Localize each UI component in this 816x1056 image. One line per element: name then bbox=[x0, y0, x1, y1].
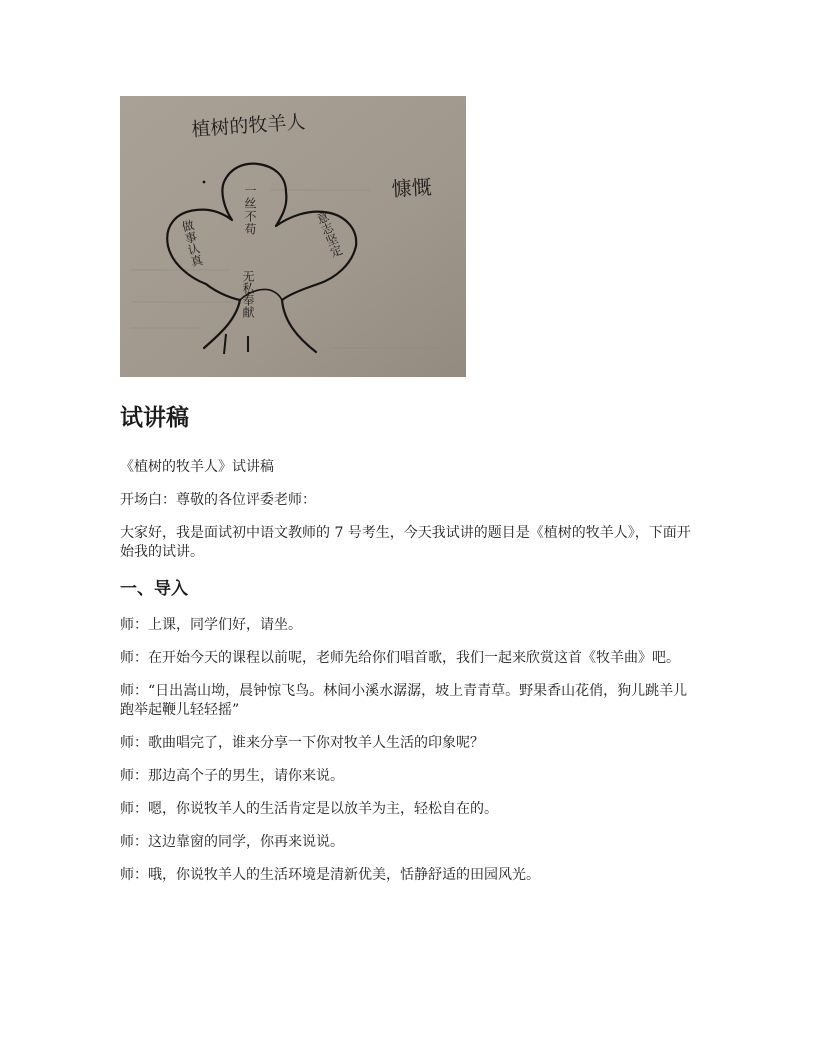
script-line: 师：“日出嵩山坳，晨钟惊飞鸟。林间小溪水潺潺，坡上青青草。野果香山花俏，狗儿跳羊儿跑举起鞭儿轻轻摇” bbox=[120, 683, 688, 718]
tree-drawing bbox=[120, 96, 466, 377]
intro-paragraph: 大家好，我是面试初中语文教师的 7 号考生，今天我试讲的题目是《植树的牧羊人》，下面开始我的试讲。 bbox=[120, 525, 691, 560]
script-line: 师：在开始今天的课程以前呢，老师先给你们唱首歌，我们一起来欣赏这首《牧羊曲》吧。 bbox=[120, 650, 680, 666]
script-line: 师：那边高个子的男生，请你来说。 bbox=[120, 768, 344, 784]
trunk-label: 无私奉献 bbox=[241, 270, 255, 318]
section-heading-intro: 一、导入 bbox=[120, 579, 188, 599]
diagram-title: 植树的牧羊人 bbox=[190, 111, 307, 141]
paper-background bbox=[120, 96, 466, 377]
ink-dot bbox=[203, 181, 206, 184]
script-line: 师：歌曲唱完了，谁来分享一下你对牧羊人生活的印象呢？ bbox=[120, 735, 484, 751]
left-lobe-label: 做事认真 bbox=[179, 218, 205, 269]
right-lobe-label: 意志坚定 bbox=[313, 209, 345, 260]
page-title: 试讲稿 bbox=[120, 405, 189, 431]
tree-diagram-photo bbox=[120, 96, 466, 377]
doc-subtitle: 《植树的牧羊人》试讲稿 bbox=[120, 459, 274, 475]
script-line: 师：嗯，你说牧羊人的生活肯定是以放羊为主，轻松自在的。 bbox=[120, 801, 498, 817]
script-line: 师：哦，你说牧羊人的生活环境是清新优美，恬静舒适的田园风光。 bbox=[120, 867, 540, 883]
side-word: 慷慨 bbox=[391, 174, 433, 201]
document-body bbox=[120, 402, 698, 899]
script-line: 师：上课，同学们好，请坐。 bbox=[120, 617, 302, 633]
opening-line: 开场白：尊敬的各位评委老师： bbox=[120, 492, 316, 508]
top-lobe-label: 一丝不苟 bbox=[243, 184, 257, 236]
script-line: 师：这边靠窗的同学，你再来说说。 bbox=[120, 834, 344, 850]
